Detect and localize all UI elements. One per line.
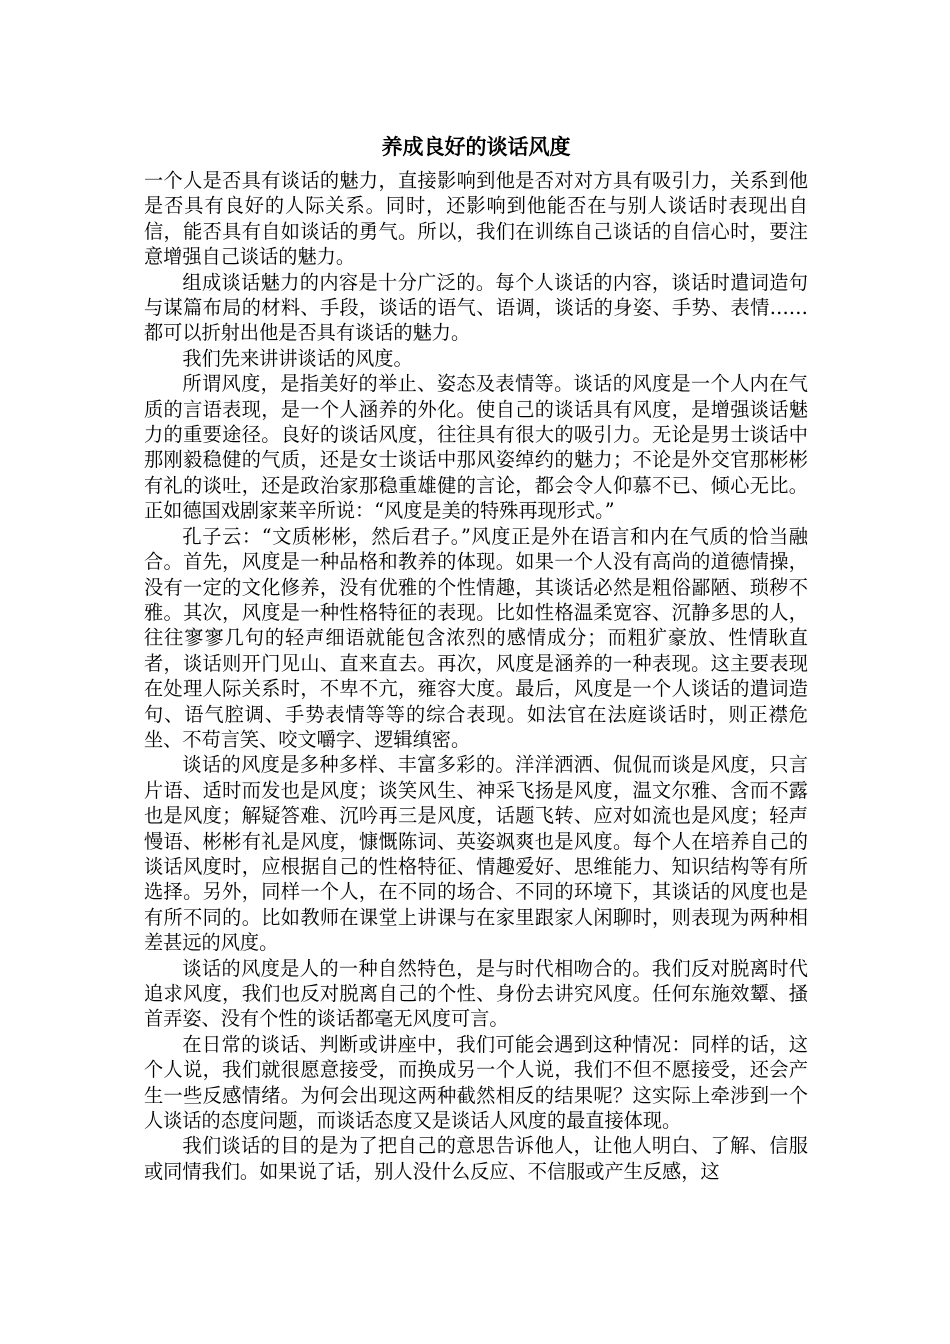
document-page (144, 130, 808, 1184)
paragraph-3: 我们先来讲讲谈话的风度。 (182, 346, 413, 370)
paragraph-1: 一个人是否具有谈话的魅力，直接影响到他是否对对方具有吸引力，关系到他是否具有良好的人际关系。同时，还影响到他能否在与别人谈话时表现出自信，能否具有自如谈话的勇气。所以，我们在训练自己谈话的自信心时，要注意增强自己谈话的魅力。 (144, 169, 808, 269)
paragraph-4: 所谓风度，是指美好的举止、姿态及表情等。谈话的风度是一个人内在气质的言语表现，是一个人涵养的外化。使自己的谈话具有风度，是增强谈话魅力的重要途径。良好的谈话风度，往往具有很大的吸引力。无论是男士谈话中那刚毅稳健的气质，还是女士谈话中那风姿绰约的魅力；不论是外交官那彬彬有礼的谈吐，还是政治家那稳重雄健的言论，都会令人仰慕不已、倾心无比。正如德国戏剧家莱辛所说：“风度是美的特殊再现形式。” (144, 372, 808, 523)
paragraph-5: 孔子云：“文质彬彬，然后君子。”风度正是外在语言和内在气质的恰当融合。首先，风度是一种品格和教养的体现。如果一个人没有高尚的道德情操，没有一定的文化修养，没有优雅的个性情趣，其谈话必然是粗俗鄙陋、琐秽不雅。其次，风度是一种性格特征的表现。比如性格温柔宽容、沉静多思的人，往往寥寥几句的轻声细语就能包含浓烈的感情成分；而粗犷豪放、性情耿直者，谈话则开门见山、直来直去。再次，风度是涵养的一种表现。这主要表现在处理人际关系时，不卑不亢，雍容大度。最后，风度是一个人谈话的遣词造句、语气腔调、手势表情等等的综合表现。如法官在法庭谈话时，则正襟危坐、不苟言笑、咬文嚼字、逻辑缜密。 (144, 524, 808, 751)
document-title: 养成良好的谈话风度 (381, 134, 571, 159)
paragraph-7: 谈话的风度是人的一种自然特色，是与时代相吻合的。我们反对脱离时代追求风度，我们也反对脱离自己的个性、身份去讲究风度。任何东施效颦、搔首弄姿、没有个性的谈话都毫无风度可言。 (144, 956, 808, 1031)
paragraph-9: 我们谈话的目的是为了把自己的意思告诉他人，让他人明白、了解、信服或同情我们。如果说了话，别人没什么反应、不信服或产生反感，这 (144, 1134, 808, 1183)
paragraph-2: 组成谈话魅力的内容是十分广泛的。每个人谈话的内容，谈话时遣词造句与谋篇布局的材料、手段，谈话的语气、语调，谈话的身姿、手势、表情……都可以折射出他是否具有谈话的魅力。 (144, 270, 808, 345)
paragraph-8: 在日常的谈话、判断或讲座中，我们可能会遇到这种情况：同样的话，这个人说，我们就很愿意接受，而换成另一个人说，我们不但不愿接受，还会产生一些反感情绪。为何会出现这两种截然相反的结果呢？这实际上牵涉到一个人谈话的态度问题，而谈话态度又是谈话人风度的最直接体现。 (144, 1032, 808, 1133)
paragraph-6: 谈话的风度是多种多样、丰富多彩的。洋洋洒洒、侃侃而谈是风度，只言片语、适时而发也是风度；谈笑风生、神采飞扬是风度，温文尔雅、含而不露也是风度；解疑答难、沉吟再三是风度，话题飞转、应对如流也是风度；轻声慢语、彬彬有礼是风度，慷慨陈词、英姿飒爽也是风度。每个人在培养自己的谈话风度时，应根据自己的性格特征、情趣爱好、思维能力、知识结构等有所选择。另外，同样一个人，在不同的场合、不同的环境下，其谈话的风度也是有所不同的。比如教师在课堂上讲课与在家里跟家人闲聊时，则表现为两种相差甚远的风度。 (144, 753, 808, 955)
